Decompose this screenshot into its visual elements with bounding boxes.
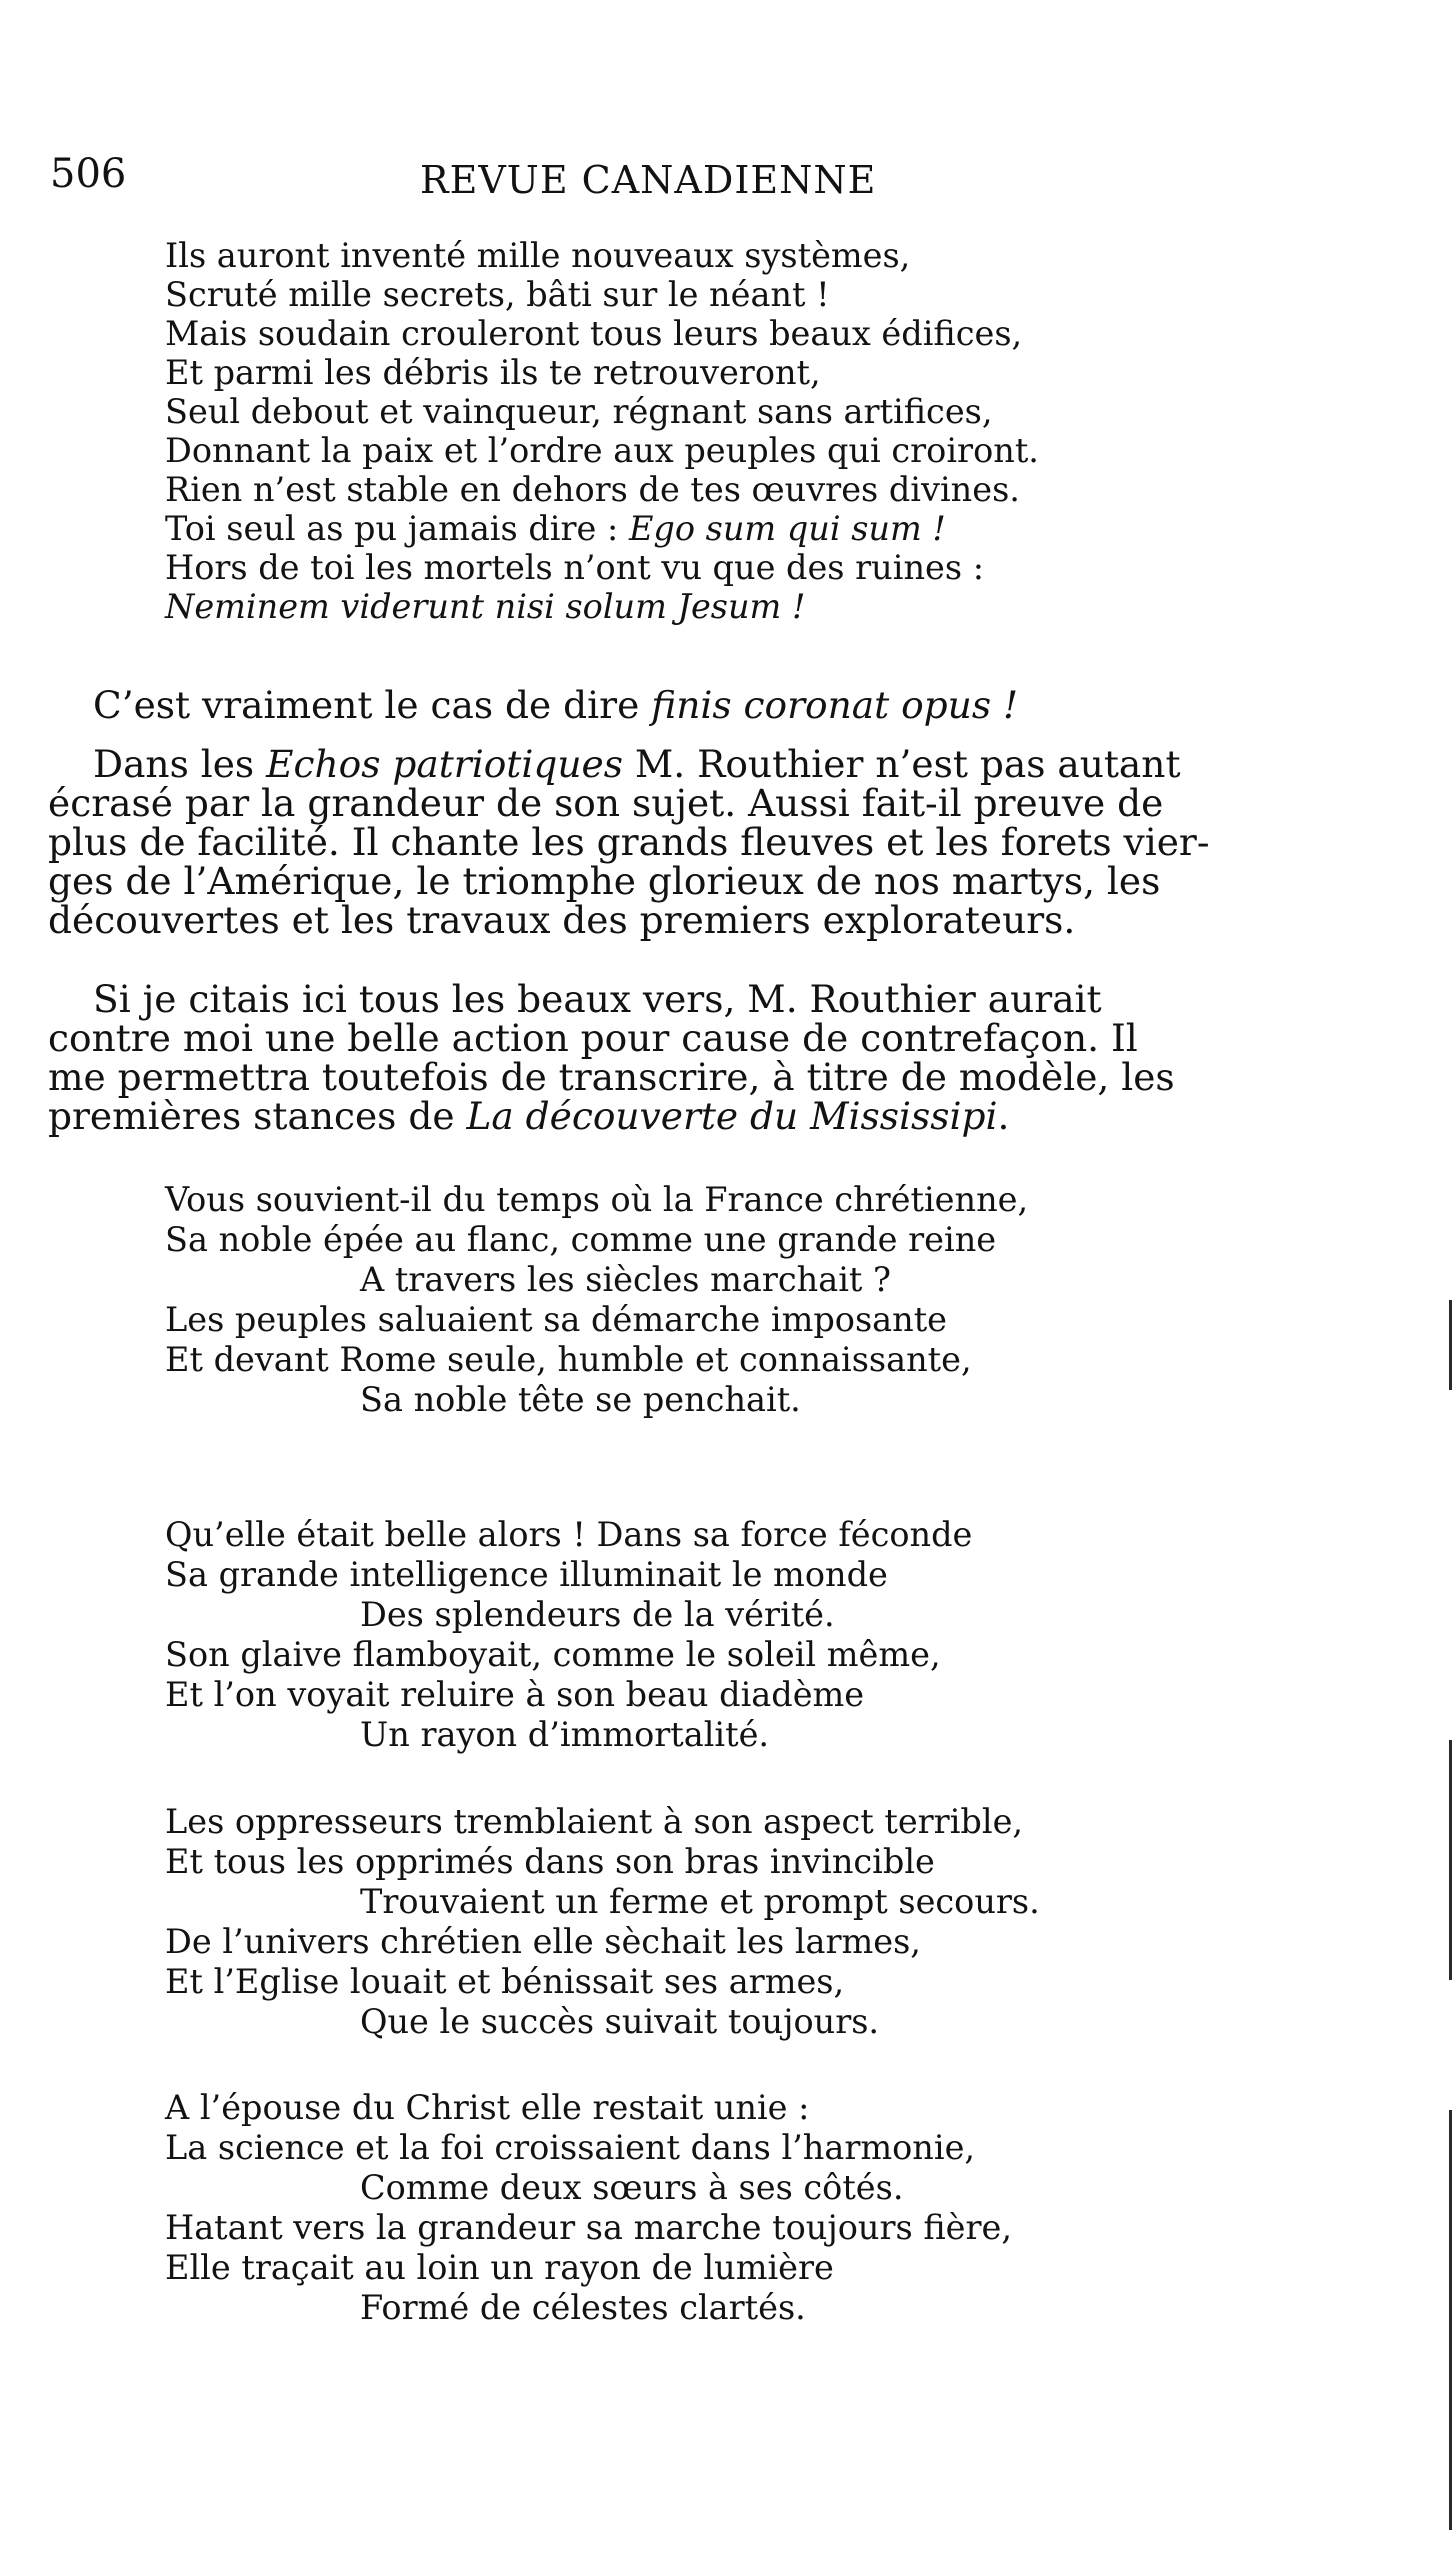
paragraph-text: premières stances de <box>48 1094 467 1138</box>
poem-title: La découverte du Mississipi <box>466 1094 998 1138</box>
paragraph-line: ges de l’Amérique, le triomphe glorieux de nos martys, les <box>48 859 1161 903</box>
latin-quote: Neminem viderunt nisi solum Jesum ! <box>165 587 806 626</box>
poem-line: Mais soudain crouleront tous leurs beaux édifices, <box>165 314 1023 353</box>
stanza-line: Et tous les opprimés dans son bras invincible <box>165 1842 935 1881</box>
stanza-line: Trouvaient un ferme et prompt secours. <box>360 1882 1040 1921</box>
stanza <box>165 2088 1012 2328</box>
paragraph-text: Dans les <box>93 742 267 786</box>
stanza <box>165 1802 1040 2042</box>
stanza-line: Que le succès suivait toujours. <box>360 2002 880 2041</box>
stanza-line: Qu’elle était belle alors ! Dans sa force féconde <box>165 1515 973 1554</box>
paragraph-finis <box>48 683 1238 727</box>
paragraph-text: C’est vraiment le cas de dire <box>93 683 652 727</box>
stanza-line: Formé de célestes clartés. <box>360 2288 806 2327</box>
stanza-line: Sa noble épée au flanc, comme une grande reine <box>165 1220 997 1259</box>
stanza-line: A l’épouse du Christ elle restait unie : <box>165 2088 810 2127</box>
stanza <box>165 1180 1028 1420</box>
latin-phrase: finis coronat opus ! <box>651 683 1019 727</box>
stanza-line: A travers les siècles marchait ? <box>360 1260 891 1299</box>
stanza-line: Vous souvient-il du temps où la France chrétienne, <box>165 1180 1029 1219</box>
paragraph-citation <box>48 977 1238 1138</box>
paragraph-line <box>48 1094 1238 1138</box>
stanza-line: Hatant vers la grandeur sa marche toujours fière, <box>165 2208 1012 2247</box>
poem-line <box>165 509 1039 548</box>
stanza-line: Et devant Rome seule, humble et connaissante, <box>165 1340 972 1379</box>
stanza-line: Et l’on voyait reluire à son beau diadème <box>165 1675 865 1714</box>
stanza-line: Un rayon d’immortalité. <box>360 1715 770 1754</box>
paragraph-line: plus de facilité. Il chante les grands fleuves et les forets vier- <box>48 820 1210 864</box>
paragraph-text: M. Routhier n’est pas autant <box>622 742 1181 786</box>
stanza-line: Son glaive flamboyait, comme le soleil même, <box>165 1635 941 1674</box>
stanza-line: La science et la foi croissaient dans l’harmonie, <box>165 2128 976 2167</box>
stanza-line: De l’univers chrétien elle sèchait les larmes, <box>165 1922 921 1961</box>
paragraph-line: me permettra toutefois de transcrire, à titre de modèle, les <box>48 1055 1175 1099</box>
stanza-line: Des splendeurs de la vérité. <box>360 1595 835 1634</box>
poem-line-text: Toi seul as pu jamais dire : <box>165 509 629 548</box>
poem-line: Hors de toi les mortels n’ont vu que des ruines : <box>165 548 984 587</box>
stanza-line: Et l’Eglise louait et bénissait ses armes, <box>165 1962 845 2001</box>
stanza <box>165 1515 972 1755</box>
paragraph-line: écrasé par la grandeur de son sujet. Aussi fait-il preuve de <box>48 781 1164 825</box>
stanza-line: Les peuples saluaient sa démarche imposante <box>165 1300 947 1339</box>
paragraph-line <box>48 742 1238 786</box>
poem-excerpt <box>165 236 1039 626</box>
poem-line: Scruté mille secrets, bâti sur le néant ! <box>165 275 830 314</box>
paragraph-text: . <box>997 1094 1010 1138</box>
poem-line: Ils auront inventé mille nouveaux systèmes, <box>165 236 911 275</box>
poem-line: Rien n’est stable en dehors de tes œuvres divines. <box>165 470 1020 509</box>
book-title: Echos patriotiques <box>266 742 623 786</box>
paragraph-echos <box>48 742 1238 942</box>
stanza-line: Les oppresseurs tremblaient à son aspect terrible, <box>165 1802 1024 1841</box>
prose-body <box>48 683 1238 727</box>
poem-line: Seul debout et vainqueur, régnant sans artifices, <box>165 392 993 431</box>
running-head: REVUE CANADIENNE <box>420 158 877 202</box>
paragraph-line: Si je citais ici tous les beaux vers, M. Routhier aurait <box>93 977 1102 1021</box>
latin-quote: Ego sum qui sum ! <box>628 509 946 548</box>
page-number: 506 <box>50 151 127 197</box>
stanza-line: Sa grande intelligence illuminait le monde <box>165 1555 888 1594</box>
paragraph-line: découvertes et les travaux des premiers explorateurs. <box>48 898 1076 942</box>
stanza-line: Elle traçait au loin un rayon de lumière <box>165 2248 834 2287</box>
stanza-line: Sa noble tête se penchait. <box>360 1380 801 1419</box>
stanza-line: Comme deux sœurs à ses côtés. <box>360 2168 904 2207</box>
poem-line: Et parmi les débris ils te retrouveront, <box>165 353 821 392</box>
poem-line: Donnant la paix et l’ordre aux peuples qui croiront. <box>165 431 1039 470</box>
paragraph-line: contre moi une belle action pour cause de contrefaçon. Il <box>48 1016 1138 1060</box>
